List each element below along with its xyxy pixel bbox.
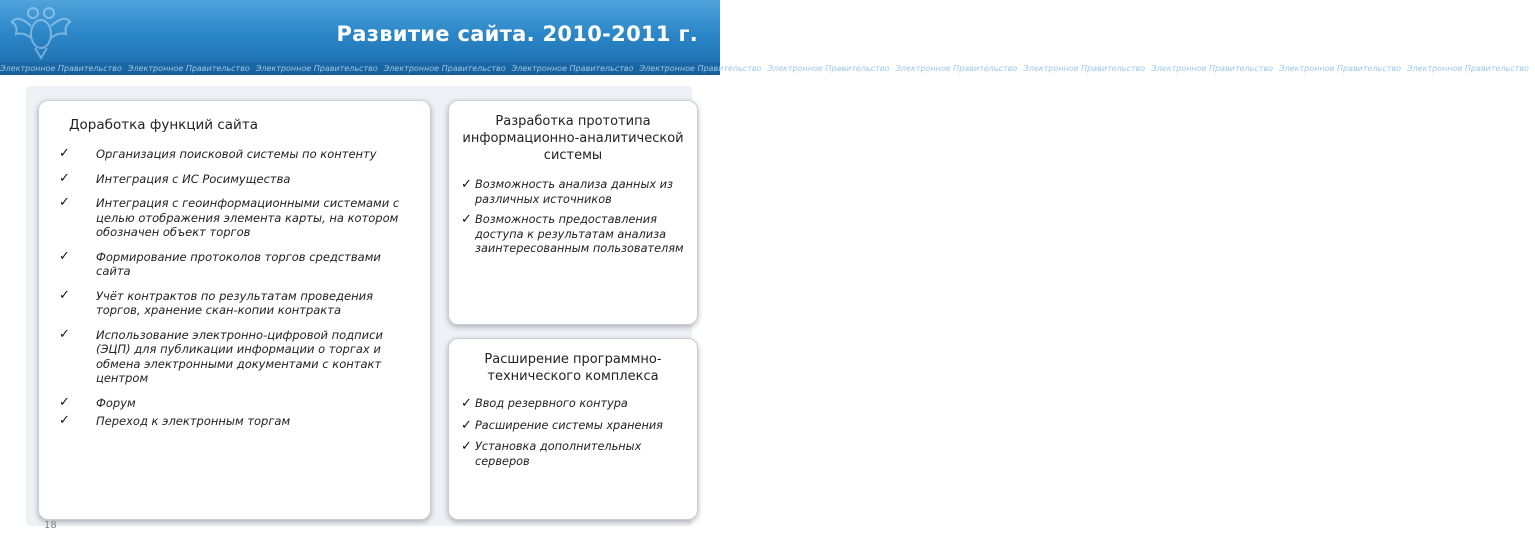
checkmark-icon: ✓	[461, 417, 472, 433]
list-item-text: Ввод резервного контура	[475, 397, 628, 410]
hardware-expansion-card	[448, 338, 698, 520]
ticker-text: Электронное Правительство	[255, 64, 378, 73]
ticker-text: Электронное Правительство	[1279, 64, 1401, 73]
checkmark-icon: ✓	[59, 146, 70, 161]
list-item	[59, 396, 419, 411]
list-item	[59, 147, 419, 162]
card-heading: Разработка прототипа информационно-аналитической системы	[462, 114, 684, 163]
decorative-ticker	[0, 62, 1529, 75]
analytics-list	[449, 178, 697, 257]
list-item	[461, 397, 689, 412]
list-item-text: Возможность предоставления доступа к результатам анализа заинтересованным пользователям	[475, 213, 684, 255]
list-item-text: Организация поисковой системы по контенту	[96, 147, 377, 161]
checkmark-icon: ✓	[59, 195, 70, 210]
ticker-text: Электронное Правительство	[127, 64, 250, 73]
list-item	[59, 196, 419, 240]
card-heading: Доработка функций сайта	[69, 117, 258, 133]
list-item-text: Установка дополнительных серверов	[475, 440, 642, 468]
hardware-list	[449, 397, 697, 469]
emblem-icon	[8, 4, 74, 62]
ticker-text: Электронное Правительство	[0, 64, 122, 73]
ticker-text: Электронное Правительство	[639, 64, 762, 73]
list-item-text: Интеграция с геоинформационными системами с целью отображения элемента карты, на котором обозначен объект торгов	[96, 196, 400, 239]
page-number: 18	[44, 520, 57, 531]
checkmark-icon: ✓	[59, 287, 70, 303]
list-item	[461, 213, 689, 257]
checkmark-icon: ✓	[461, 439, 472, 454]
list-item-text: Интеграция с ИС Росимущества	[96, 171, 291, 186]
functions-list	[59, 147, 419, 439]
checkmark-icon: ✓	[59, 248, 70, 264]
list-item-text: Форум	[96, 395, 136, 410]
card-heading: Расширение программно-технического комплекса	[484, 352, 662, 384]
checkmark-icon: ✓	[59, 394, 70, 410]
page-title: Развитие сайта. 2010-2011 г.	[336, 22, 698, 46]
list-item-text: Использование электронно-цифровой подписи (ЭЦП) для публикации информации о торгах и обмена электронными документами с контакт центром	[96, 327, 383, 385]
list-item	[461, 419, 689, 434]
list-item-text: Возможность анализа данных из различных источников	[475, 178, 673, 206]
list-item-text: Формирование протоколов торгов средствами сайта	[96, 249, 381, 278]
checkmark-icon: ✓	[59, 170, 70, 186]
list-item	[59, 328, 419, 386]
list-item	[461, 440, 689, 469]
ticker-text: Электронное Правительство	[1151, 64, 1274, 73]
ticker-text: Электронное Правительство	[767, 64, 890, 73]
checkmark-icon: ✓	[59, 326, 70, 342]
ticker-text: Электронное Правительство	[895, 64, 1018, 73]
checkmark-icon: ✓	[461, 212, 472, 227]
list-item-text: Расширение системы хранения	[475, 418, 663, 432]
checkmark-icon: ✓	[59, 413, 70, 428]
ticker-text: Электронное Правительство	[511, 64, 634, 73]
list-item	[461, 178, 689, 207]
list-item	[59, 289, 419, 318]
analytics-prototype-card	[448, 100, 698, 325]
list-item	[59, 250, 419, 279]
list-item	[59, 414, 419, 429]
checkmark-icon: ✓	[461, 177, 472, 192]
header-banner	[0, 0, 720, 62]
list-item-text: Учёт контрактов по результатам проведения торгов, хранение скан-копии контракта	[96, 288, 373, 317]
ticker-text: Электронное Правительство	[383, 64, 506, 73]
checkmark-icon: ✓	[461, 396, 472, 411]
ticker-text: Электронное Правительство	[1406, 64, 1529, 73]
ticker-text: Электронное Правительство	[1023, 64, 1146, 73]
list-item	[59, 172, 419, 187]
website-functions-card	[38, 100, 431, 520]
list-item-text: Переход к электронным торгам	[96, 414, 291, 428]
